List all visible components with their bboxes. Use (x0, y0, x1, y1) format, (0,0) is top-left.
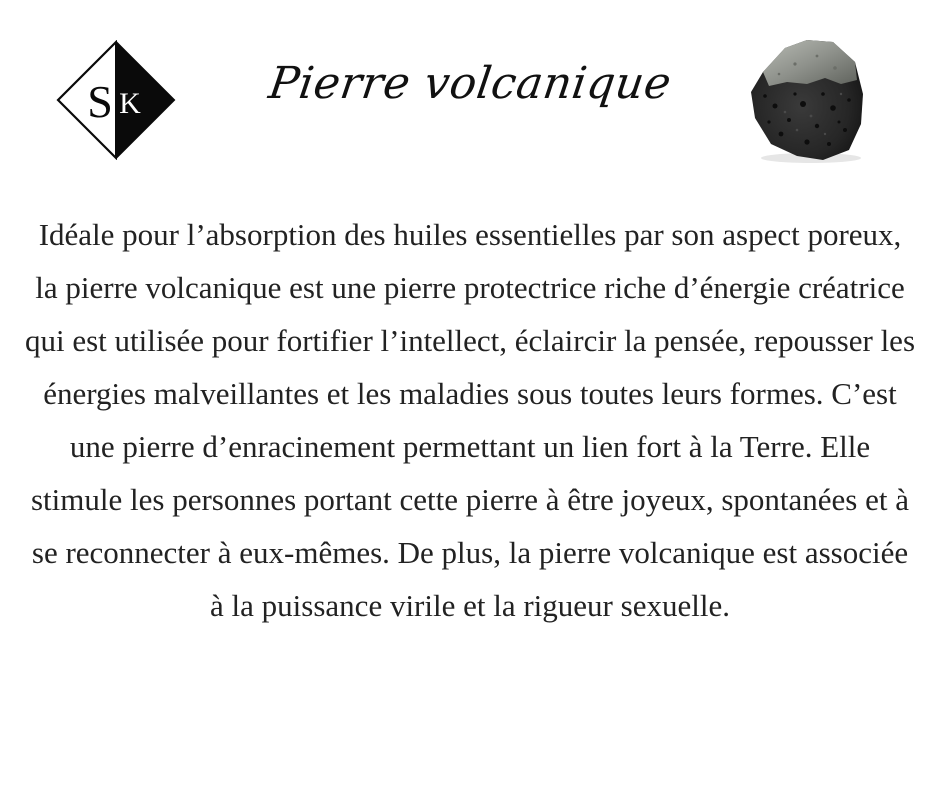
svg-text:K: K (119, 87, 141, 120)
page-title: Pierre volcanique (265, 58, 675, 109)
sk-diamond-logo-icon (56, 40, 176, 160)
volcanic-stone-icon (745, 34, 870, 164)
stone-description: Idéale pour l’absorption des huiles essentielles par son aspect poreux, la pierre volcanique est une pierre protectrice riche d’énergie créatrice qui est utilisée pour fortifier l’intellect, éclaircir la pensée, repousser les énergies malveillantes et les maladies sous toutes leurs formes. C’est une pierre d’enracinement permettant un lien fort à la Terre. Elle stimule les personnes portant cette pierre à être joyeux, spontanées et à se reconnecter à eux-mêmes. De plus, la pierre volcanique est associée à la puissance virile et la rigueur sexuelle. (24, 217, 916, 623)
svg-text:S: S (87, 76, 113, 127)
